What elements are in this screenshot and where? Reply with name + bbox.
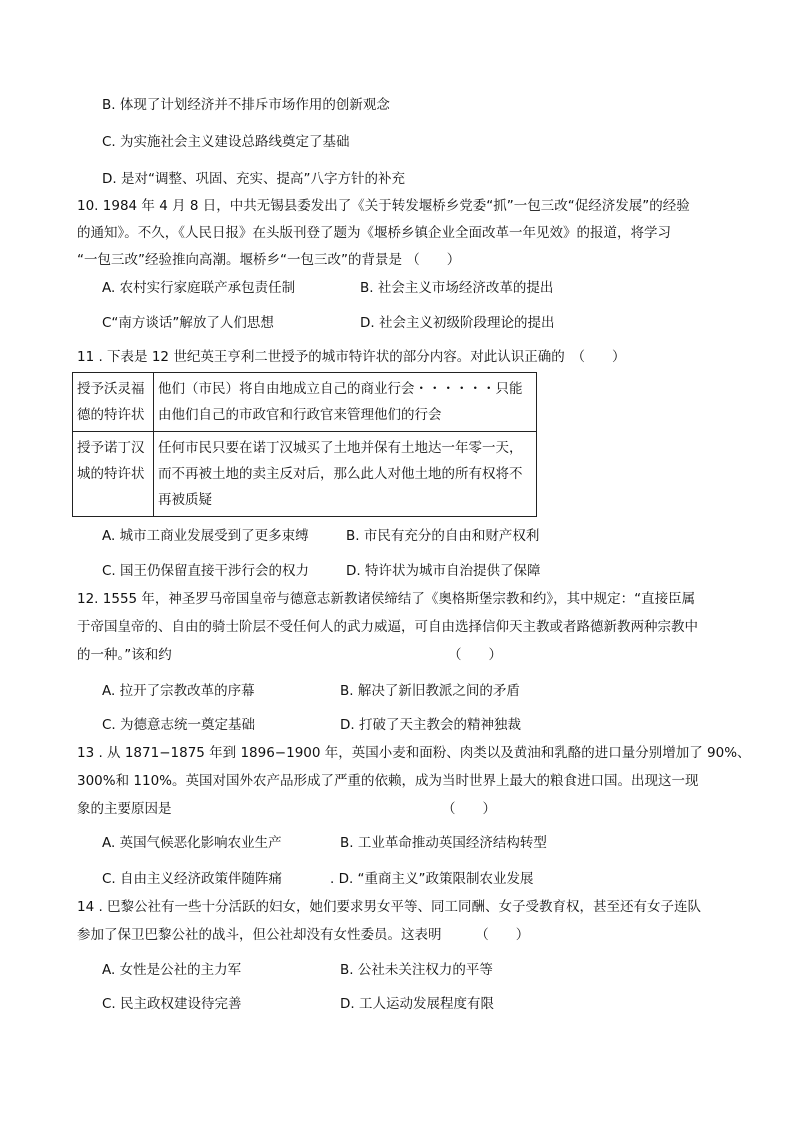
q13-option-d: . D. “重商主义”政策限制农业发展 [330,871,534,887]
q11-stem-line-1: 11 . 下表是 12 世纪英王亨利二世授予的城市特许状的部分内容。对此认识正确的 （ ） [77,349,626,365]
q11-option-b: B. 市民有充分的自由和财产权利 [346,528,540,544]
q10-option-b: B. 社会主义市场经济改革的提出 [360,280,554,296]
q11-option-d: D. 特许状为城市自治提供了保障 [346,563,541,579]
q14-option-a: A. 女性是公社的主力军 [102,962,242,978]
q9-option-c: C. 为实施社会主义建设总路线奠定了基础 [102,134,350,150]
q14-option-d: D. 工人运动发展程度有限 [340,996,494,1012]
q13-stem-line-1: 13 . 从 1871−1875 年到 1896−1900 年，英国小麦和面粉、肉类以及黄油和乳酪的进口量分别增加了 90%、 [77,745,751,761]
charter-name-cell: 授予沃灵福德的特许状 [73,373,154,432]
q11-option-c: C. 国王仍保留直接干涉行会的权力 [102,563,310,579]
charter-name-cell: 授予诺丁汉城的特许状 [73,432,154,517]
q14-option-c: C. 民主政权建设待完善 [102,996,242,1012]
q10-option-a: A. 农村实行家庭联产承包责任制 [102,280,296,296]
q9-option-d: D. 是对“调整、巩固、充实、提高”八字方针的补充 [102,171,405,187]
q10-option-c: C“南方谈话”解放了人们思想 [102,315,274,331]
q9-option-b: B. 体现了计划经济并不排斥市场作用的创新观念 [102,97,390,113]
q10-stem-line-3: “一包三改”经验推向高潮。堰桥乡“一包三改”的背景是 （ ） [77,252,461,268]
q13-stem-line-3: 象的主要原因是 [77,801,172,817]
q14-stem-line-1: 14 . 巴黎公社有一些十分活跃的妇女，她们要求男女平等、同工同酬、女子受教育权，甚至还有女子连队 [77,899,702,915]
q14-option-b: B. 公社未关注权力的平等 [340,962,493,978]
q12-stem-line-2: 于帝国皇帝的、自由的骑士阶层不受任何人的武力威逼，可自由选择信仰天主教或者路德新教两种宗教中 [77,619,698,635]
q12-option-d: D. 打破了天主教会的精神独裁 [340,717,521,733]
q14-stem-line-2: 参加了保卫巴黎公社的战斗，但公社却没有女性委员。这表明 （ ） [77,927,530,943]
q13-option-b: B. 工业革命推动英国经济结构转型 [340,835,547,851]
q13-answer-paren: （ ） [442,801,496,817]
charter-content-cell: 他们（市民）将自由地成立自己的商业行会・・・・・・只能由他们自己的市政官和行政官来管理他们的行会 [154,373,537,432]
charter-table [72,372,537,517]
q10-option-d: D. 社会主义初级阶段理论的提出 [360,315,555,331]
table-row [73,373,537,432]
q10-stem-line-1: 10. 1984 年 4 月 8 日，中共无锡县委发出了《关于转发堰桥乡党委“抓”一包三改“促经济发展”的经验 [77,198,690,214]
q12-option-c: C. 为德意志统一奠定基础 [102,717,256,733]
q12-stem-line-1: 12. 1555 年，神圣罗马帝国皇帝与德意志新教诸侯缔结了《奥格斯堡宗教和约》，其中规定：“直接臣属 [77,591,696,607]
q13-option-c: C. 自由主义经济政策伴随阵痛 [102,871,283,887]
q12-stem-line-3: 的一种。”该和约 [77,647,172,663]
q13-stem-line-2: 300%和 110%。英国对国外农产品形成了严重的依赖，成为当时世界上最大的粮食进口国。出现这一现 [77,773,699,789]
q11-option-a: A. 城市工商业发展受到了更多束缚 [102,528,309,544]
charter-content-cell: 任何市民只要在诺丁汉城买了土地并保有土地达一年零一天，而不再被土地的卖主反对后，那么此人对他土地的所有权将不再被质疑 [154,432,537,517]
q12-option-b: B. 解决了新旧教派之间的矛盾 [340,683,520,699]
q12-option-a: A. 拉开了宗教改革的序幕 [102,683,255,699]
q12-answer-paren: （ ） [448,647,502,663]
q10-stem-line-2: 的通知》。不久，《人民日报》在头版刊登了题为《堰桥乡镇企业全面改革一年见效》的报道，将学习 [77,225,671,241]
table-row [73,432,537,517]
q13-option-a: A. 英国气候恶化影响农业生产 [102,835,282,851]
